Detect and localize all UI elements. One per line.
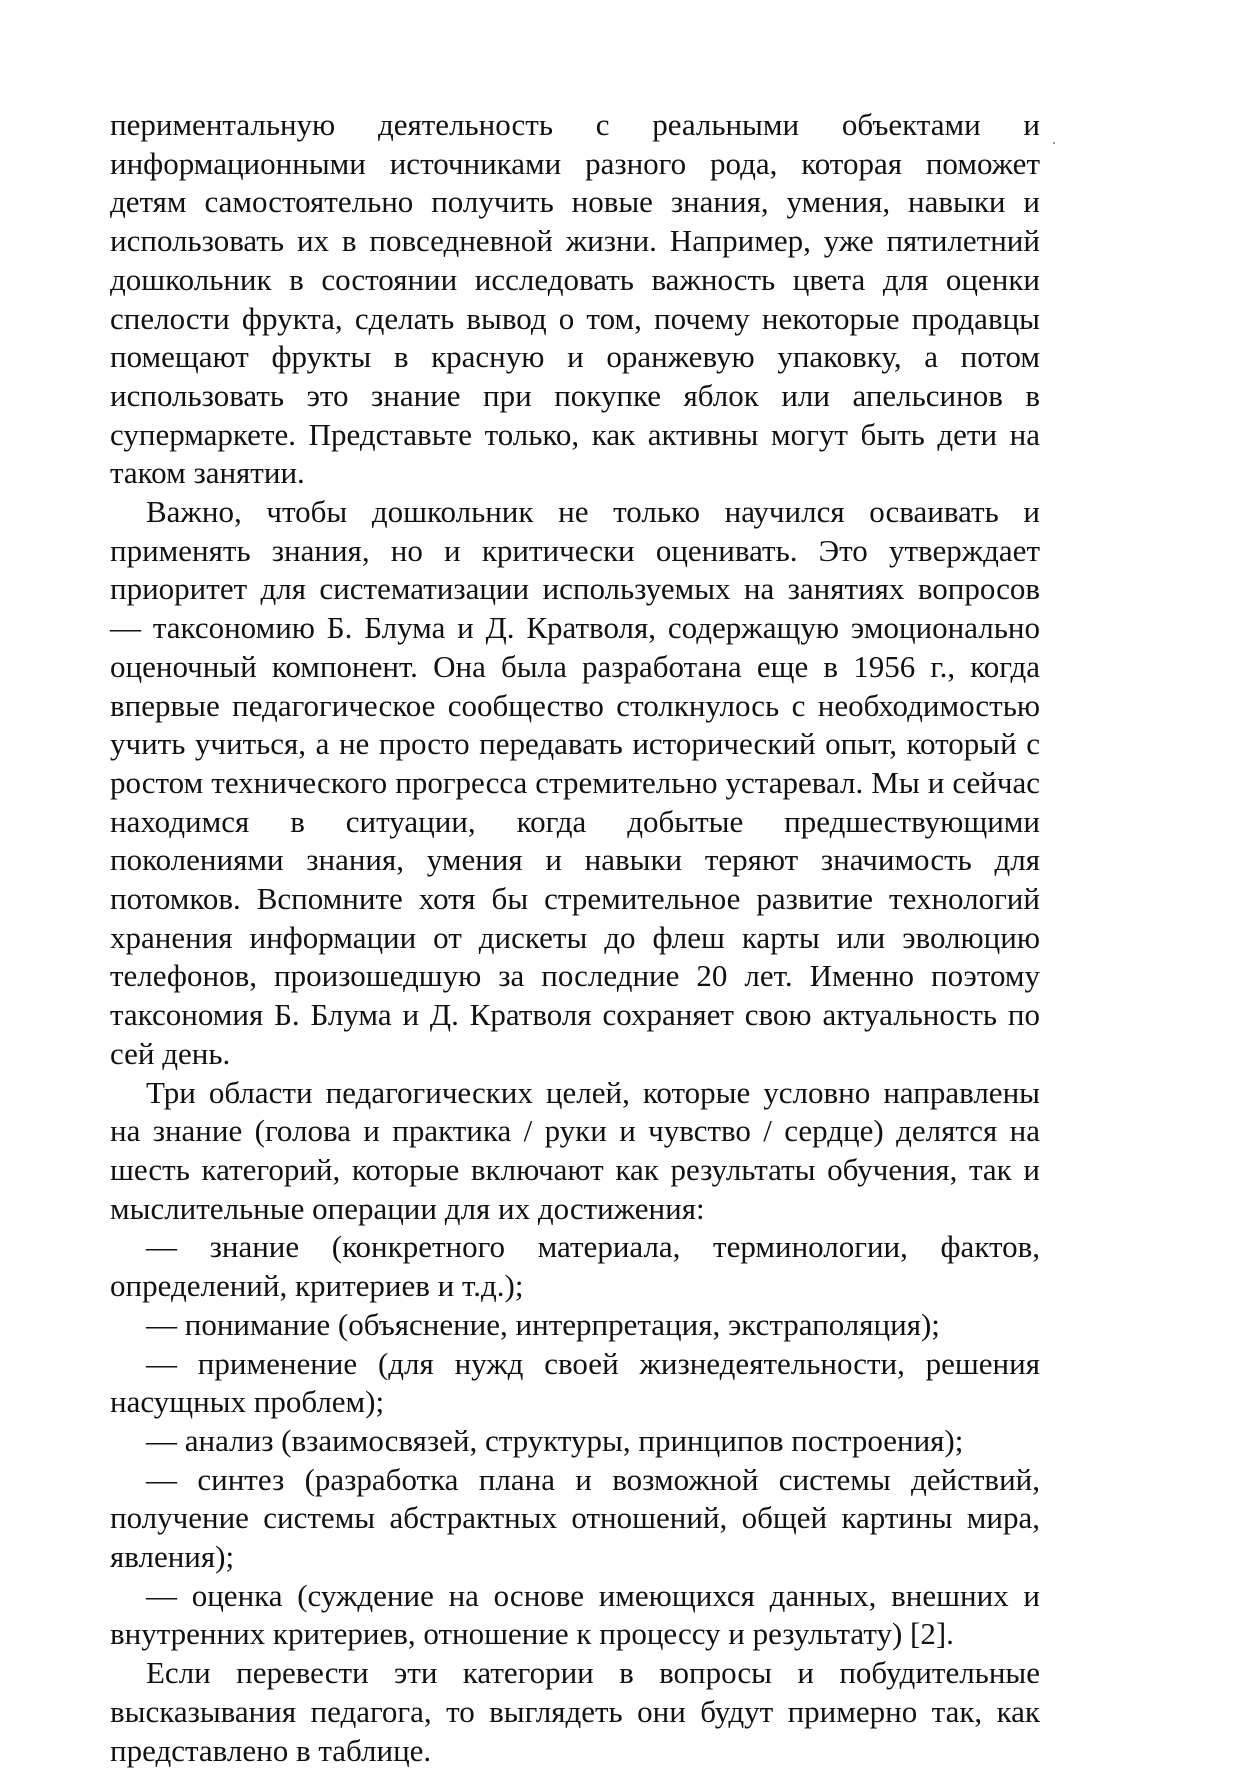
closing-paragraph: Если перевести эти категории в вопросы и побудительные высказывания педагога, то выглядеть они будут примерно так, как представлено в таблице. (110, 1655, 1040, 1768)
list-item: — понимание (объяснение, интерпретация, экстраполяция); (146, 1306, 940, 1342)
paragraph-1: периментальную деятельность с реальными объектами и информационными источниками разного рода, которая поможет детям самостоятельно получить новые знания, умения, навыки и использовать их в повседневной жизни. Например, уже пятилетний дошкольник в состоянии исследовать важность цвета для оценки спелости фрукта, сделать вывод о том, почему некоторые продавцы помещают фрукты в красную и оранжевую упаковку, а потом использовать это знание при покупке яблок или апельсинов в супермаркете. Представьте только, как активны могут быть дети на таком занятии. (110, 107, 1040, 491)
scan-speck (1053, 142, 1055, 144)
paragraph-3: Три области педагогических целей, которые условно направлены на знание (голова и практика / руки и чувство / сердце) делятся на шесть категорий, которые включают как результаты обучения, так и мыслительные операции для их достижения: (110, 1074, 1040, 1226)
paragraph-2: Важно, чтобы дошкольник не только научился осваивать и применять знания, но и критически оценивать. Это утверждает приоритет для систематизации используемых на занятиях вопросов — таксономию Б. Блума и Д. Кратволя, содержащую эмоционально оценочный компонент. Она была разработана еще в 1956 г., когда впервые педагогическое сообщество столкнулось с необходимостью учить учиться, а не просто передавать исторический опыт, который с ростом технического прогресса стремительно устаревал. Мы и сейчас находимся в ситуации, когда добытые предшествующими поколениями знания, умения и навыки теряют значимость для потомков. Вспомните хотя бы стремительное развитие технологий хранения информации от дискеты до флеш карты или эволюцию телефонов, произошедшую за последние 20 лет. Именно поэтому таксономия Б. Блума и Д. Кратволя сохраняет свою актуальность по сей день. (110, 494, 1040, 1071)
list-item: — анализ (взаимосвязей, структуры, принципов построения); (146, 1422, 964, 1458)
list-item: — синтез (разработка плана и возможной системы действий, получение системы абстрактных отношений, общей картины мира, явления); (110, 1461, 1040, 1575)
list-item: — применение (для нужд своей жизнедеятельности, решения насущных проблем); (110, 1345, 1040, 1420)
list-item: — знание (конкретного материала, терминологии, фактов, определений, критериев и т.д.); (110, 1229, 1040, 1304)
list-item: — оценка (суждение на основе имеющихся данных, внешних и внутренних критериев, отношение к процессу и результату) [2]. (110, 1577, 1040, 1652)
document-page (110, 106, 1040, 1770)
